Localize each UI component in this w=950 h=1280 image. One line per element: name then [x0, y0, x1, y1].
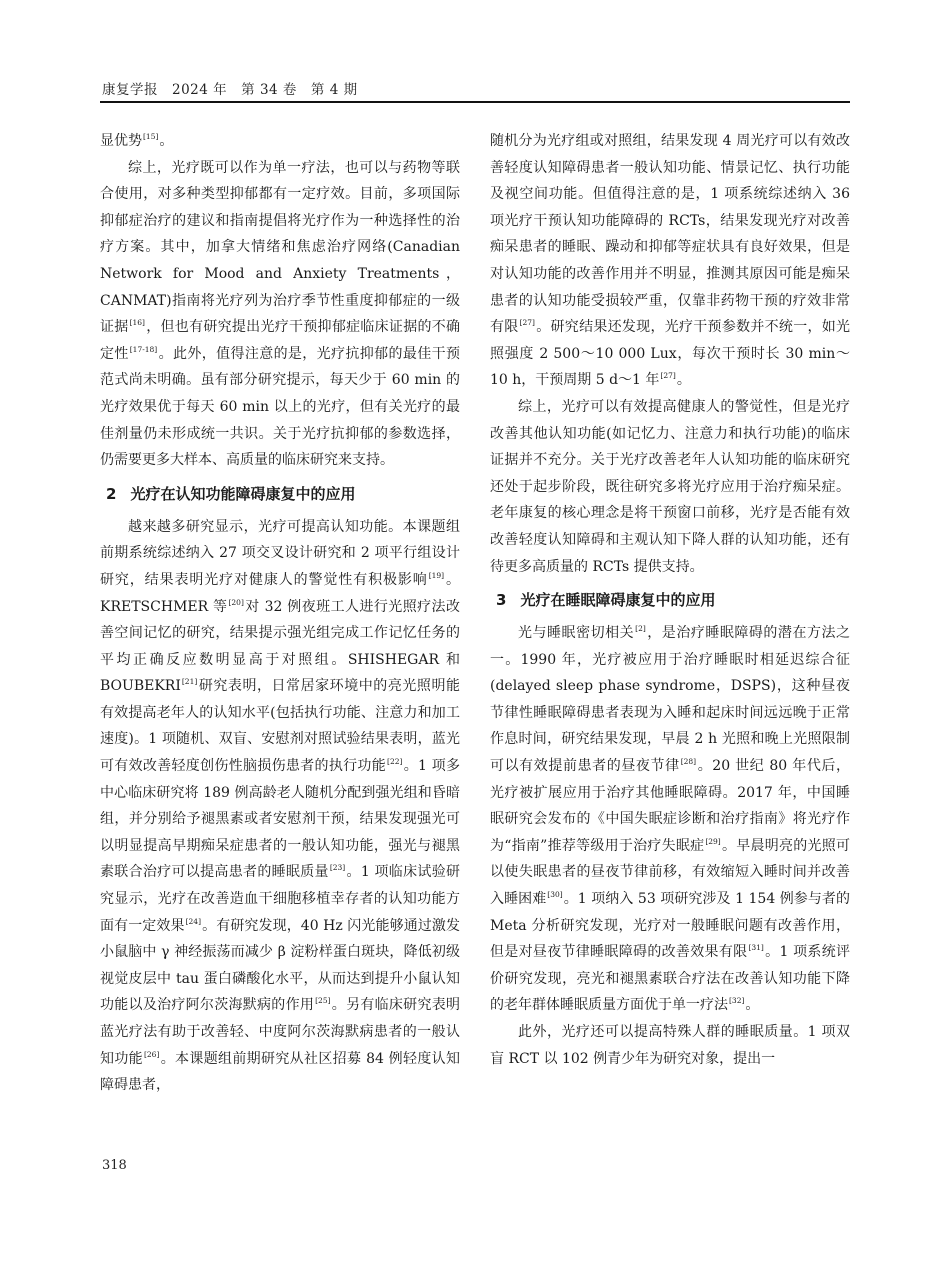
right-column [490, 128, 850, 1072]
paragraph-text: 。此外，值得注意的是，光疗抗抑郁的最佳干预范式尚未明确。虽有部分研究提示，每天少于 60 min 的光疗效果优于每天 60 min 以上的光疗，但有关光疗的最佳剂量仍未形成统一共识。关于光疗抗抑郁的参数选择，仍需要更多大样本、高质量的临床研究来支持。 [100, 345, 461, 469]
citation-ref: [15] [143, 132, 159, 141]
paragraph-text: 。早晨明亮的光照可以使失眠患者的昼夜节律前移，有效缩短入睡时间并改善入睡困难 [490, 837, 850, 908]
citation-ref: [29] [705, 836, 721, 846]
paragraph-text: 。另有临床研究表明蓝光疗法有助于改善轻、中度阿尔茨海默病患者的一般认知功能 [100, 997, 461, 1067]
citation-ref: [27] [660, 371, 676, 381]
paragraph-text: 光与睡眠密切相关 [518, 625, 635, 642]
citation-ref: [20] [228, 597, 244, 607]
paragraph-text: 。 [676, 372, 691, 389]
section-number: 3 [496, 591, 507, 610]
paragraph-text: 。1 项多中心临床研究将 189 例高龄老人随机分配到强光组和昏暗组，并分别给予褪黑素或者安慰剂干预，结果发现强光可以明显提高早期痴呆症患者的一般认知功能，强光与褪黑素联合治疗可以提高患者的睡眠质量 [100, 758, 461, 881]
header-rule [100, 101, 850, 103]
paragraph-text: ，是治疗睡眠障碍的潜在方法之一。1990 年，光疗被应用于治疗睡眠时相延迟综合征(delayed sleep phase syndrome，DSPS)，这种昼夜节律性睡眠障碍患者表现为入睡和起床时间远远晚于正常作息时间，研究结果发现，早晨 2 h 光照和晚上光照限制可以有效提前患者的昼夜节律 [490, 625, 851, 775]
citation-ref: [27] [519, 318, 535, 328]
paragraph-text: ，但也有研究提出光疗干预抑郁症临床证据的不确定性 [100, 319, 461, 362]
section-title: 光疗在睡眠障碍康复中的应用 [520, 591, 716, 610]
paragraph [490, 620, 850, 1019]
citation-ref: [26] [143, 1049, 160, 1059]
paragraph-text: 。1 项系统评价研究发现，亮光和褪黑素联合疗法在改善认知功能下降的老年群体睡眠质量方面优于单一疗法 [490, 944, 851, 1014]
citation-ref: [28] [680, 757, 697, 767]
citation-ref: [31] [748, 943, 764, 953]
paragraph [490, 394, 850, 580]
paragraph-text: 越来越多研究显示，光疗可提高认知功能。本课题组前期系统综述纳入 27 项交叉设计研究和 2 项平行组设计研究，结果表明光疗对健康人的警觉性有积极影响 [100, 518, 460, 588]
paragraph-text: 综上，光疗既可以作为单一疗法，也可以与药物等联合使用，对多种类型抑郁都有一定疗效。目前，多项国际抑郁症治疗的建议和指南提倡将光疗作为一种选择性的治疗方案。其中，加拿大情绪和焦虑治疗网络(Canadian Network for Mood and Anxiety Treatments，CANMAT)指南将光疗列为治疗季节性重度抑郁症的一级证据 [100, 159, 460, 336]
paragraph-text: 此外，光疗还可以提高特殊人群的睡眠质量。1 项双盲 RCT 以 102 例青少年为研究对象，提出一 [490, 1024, 850, 1067]
citation-ref: [19] [428, 570, 445, 580]
citation-ref: [30] [547, 890, 563, 900]
paragraph [100, 155, 460, 474]
section-heading [100, 481, 460, 507]
paragraph-text: 。有研究发现，40 Hz 闪光能够通过激发小鼠脑中 γ 神经振荡而减少 β 淀粉样蛋白斑块，降低初级视觉皮层中 tau 蛋白磷酸化水平，从而达到提升小鼠认知功能以及治疗阿尔茨海默病的作用 [100, 917, 461, 1014]
paragraph-text: 。20 世纪 80 年代后，光疗被扩展应用于治疗其他睡眠障碍。2017 年，中国睡眠研究会发布的《中国失眠症诊断和治疗指南》将光疗作为“指南”推荐等级用于治疗失眠症 [490, 758, 851, 854]
citation-ref: [32] [729, 996, 745, 1006]
page-number: 318 [102, 1158, 127, 1173]
paragraph-text: 研究表明，日常居家环境中的亮光照明能有效提高老年人的认知水平(包括执行功能、注意力和加工速度)。1 项随机、双盲、安慰剂对照试验结果表明，蓝光可有效改善轻度创伤性脑损伤患者的执行功能 [100, 678, 460, 775]
section-number: 2 [106, 484, 117, 503]
paragraph-text: 。1 项临床试验研究显示，光疗在改善造血干细胞移植幸存者的认知功能方面有一定效果 [100, 864, 461, 934]
citation-ref: [17-18] [129, 344, 158, 354]
section-title: 光疗在认知功能障碍康复中的应用 [130, 484, 356, 503]
paragraph-text: 。 [745, 997, 760, 1014]
citation-ref: [21] [181, 677, 198, 687]
paragraph-text: 对 32 例夜班工人进行光照疗法改善空间记忆的研究，结果提示强光组完成工作记忆任务的平均正确反应数明显高于对照组。SHISHEGAR 和 BOUBEKRI [100, 598, 460, 695]
paragraph [100, 514, 460, 1099]
paragraph-text: 。KRETSCHMER 等 [100, 571, 461, 615]
section-heading [490, 587, 850, 613]
citation-ref: [23] [329, 863, 346, 873]
citation-ref: [24] [185, 916, 202, 926]
paragraph-text: 。本课题组前期研究从社区招募 84 例轻度认知障碍患者， [100, 1050, 460, 1094]
citation-ref: [2] [635, 624, 646, 634]
paragraph-text: 显优势 [100, 133, 142, 149]
paragraph-text: 。1 项纳入 53 项研究涉及 1 154 例参与者的 Meta 分析研究发现，光疗对一般睡眠问题有改善作用，但是对昼夜节律睡眠障碍的改善效果有限 [490, 891, 850, 961]
running-head: 康复学报 2024 年 第 34 卷 第 4 期 [102, 82, 358, 98]
paragraph [490, 128, 850, 394]
citation-ref: [16] [129, 318, 145, 328]
paragraph-text: 。 [159, 133, 174, 149]
left-column [100, 128, 460, 1099]
paragraph-text: 综上，光疗可以有效提高健康人的警觉性，但是光疗改善其他认知功能(如记忆力、注意力和执行功能)的临床证据并不充分。关于光疗改善老年人认知功能的临床研究还处于起步阶段，既往研究多将光疗应用于治疗痴呆症。老年康复的核心理念是将干预窗口前移，光疗是否能有效改善轻度认知障碍和主观认知下降人群的认知功能，还有待更多高质量的 RCTs 提供支持。 [490, 398, 850, 575]
citation-ref: [25] [315, 996, 331, 1006]
paragraph [490, 1019, 850, 1072]
paragraph-text: 。研究结果还发现，光疗干预参数并不统一，如光照强度 2 500～10 000 Lux，每次干预时长 30 min～10 h，干预周期 5 d～1 年 [490, 319, 851, 389]
paragraph-text: 随机分为光疗组或对照组，结果发现 4 周光疗可以有效改善轻度认知障碍患者一般认知功能、情景记忆、执行功能及视空间功能。但值得注意的是，1 项系统综述纳入 36 项光疗干预认知功能障碍的 RCTs，结果发现光疗对改善痴呆患者的睡眠、躁动和抑郁等症状具有良好效果，但是对认知功能的改善作用并不明显，推测其原因可能是痴呆患者的认知功能受损较严重，仅靠非药物干预的疗效非常有限 [490, 133, 850, 336]
citation-ref: [22] [387, 757, 403, 767]
paragraph [100, 128, 460, 155]
